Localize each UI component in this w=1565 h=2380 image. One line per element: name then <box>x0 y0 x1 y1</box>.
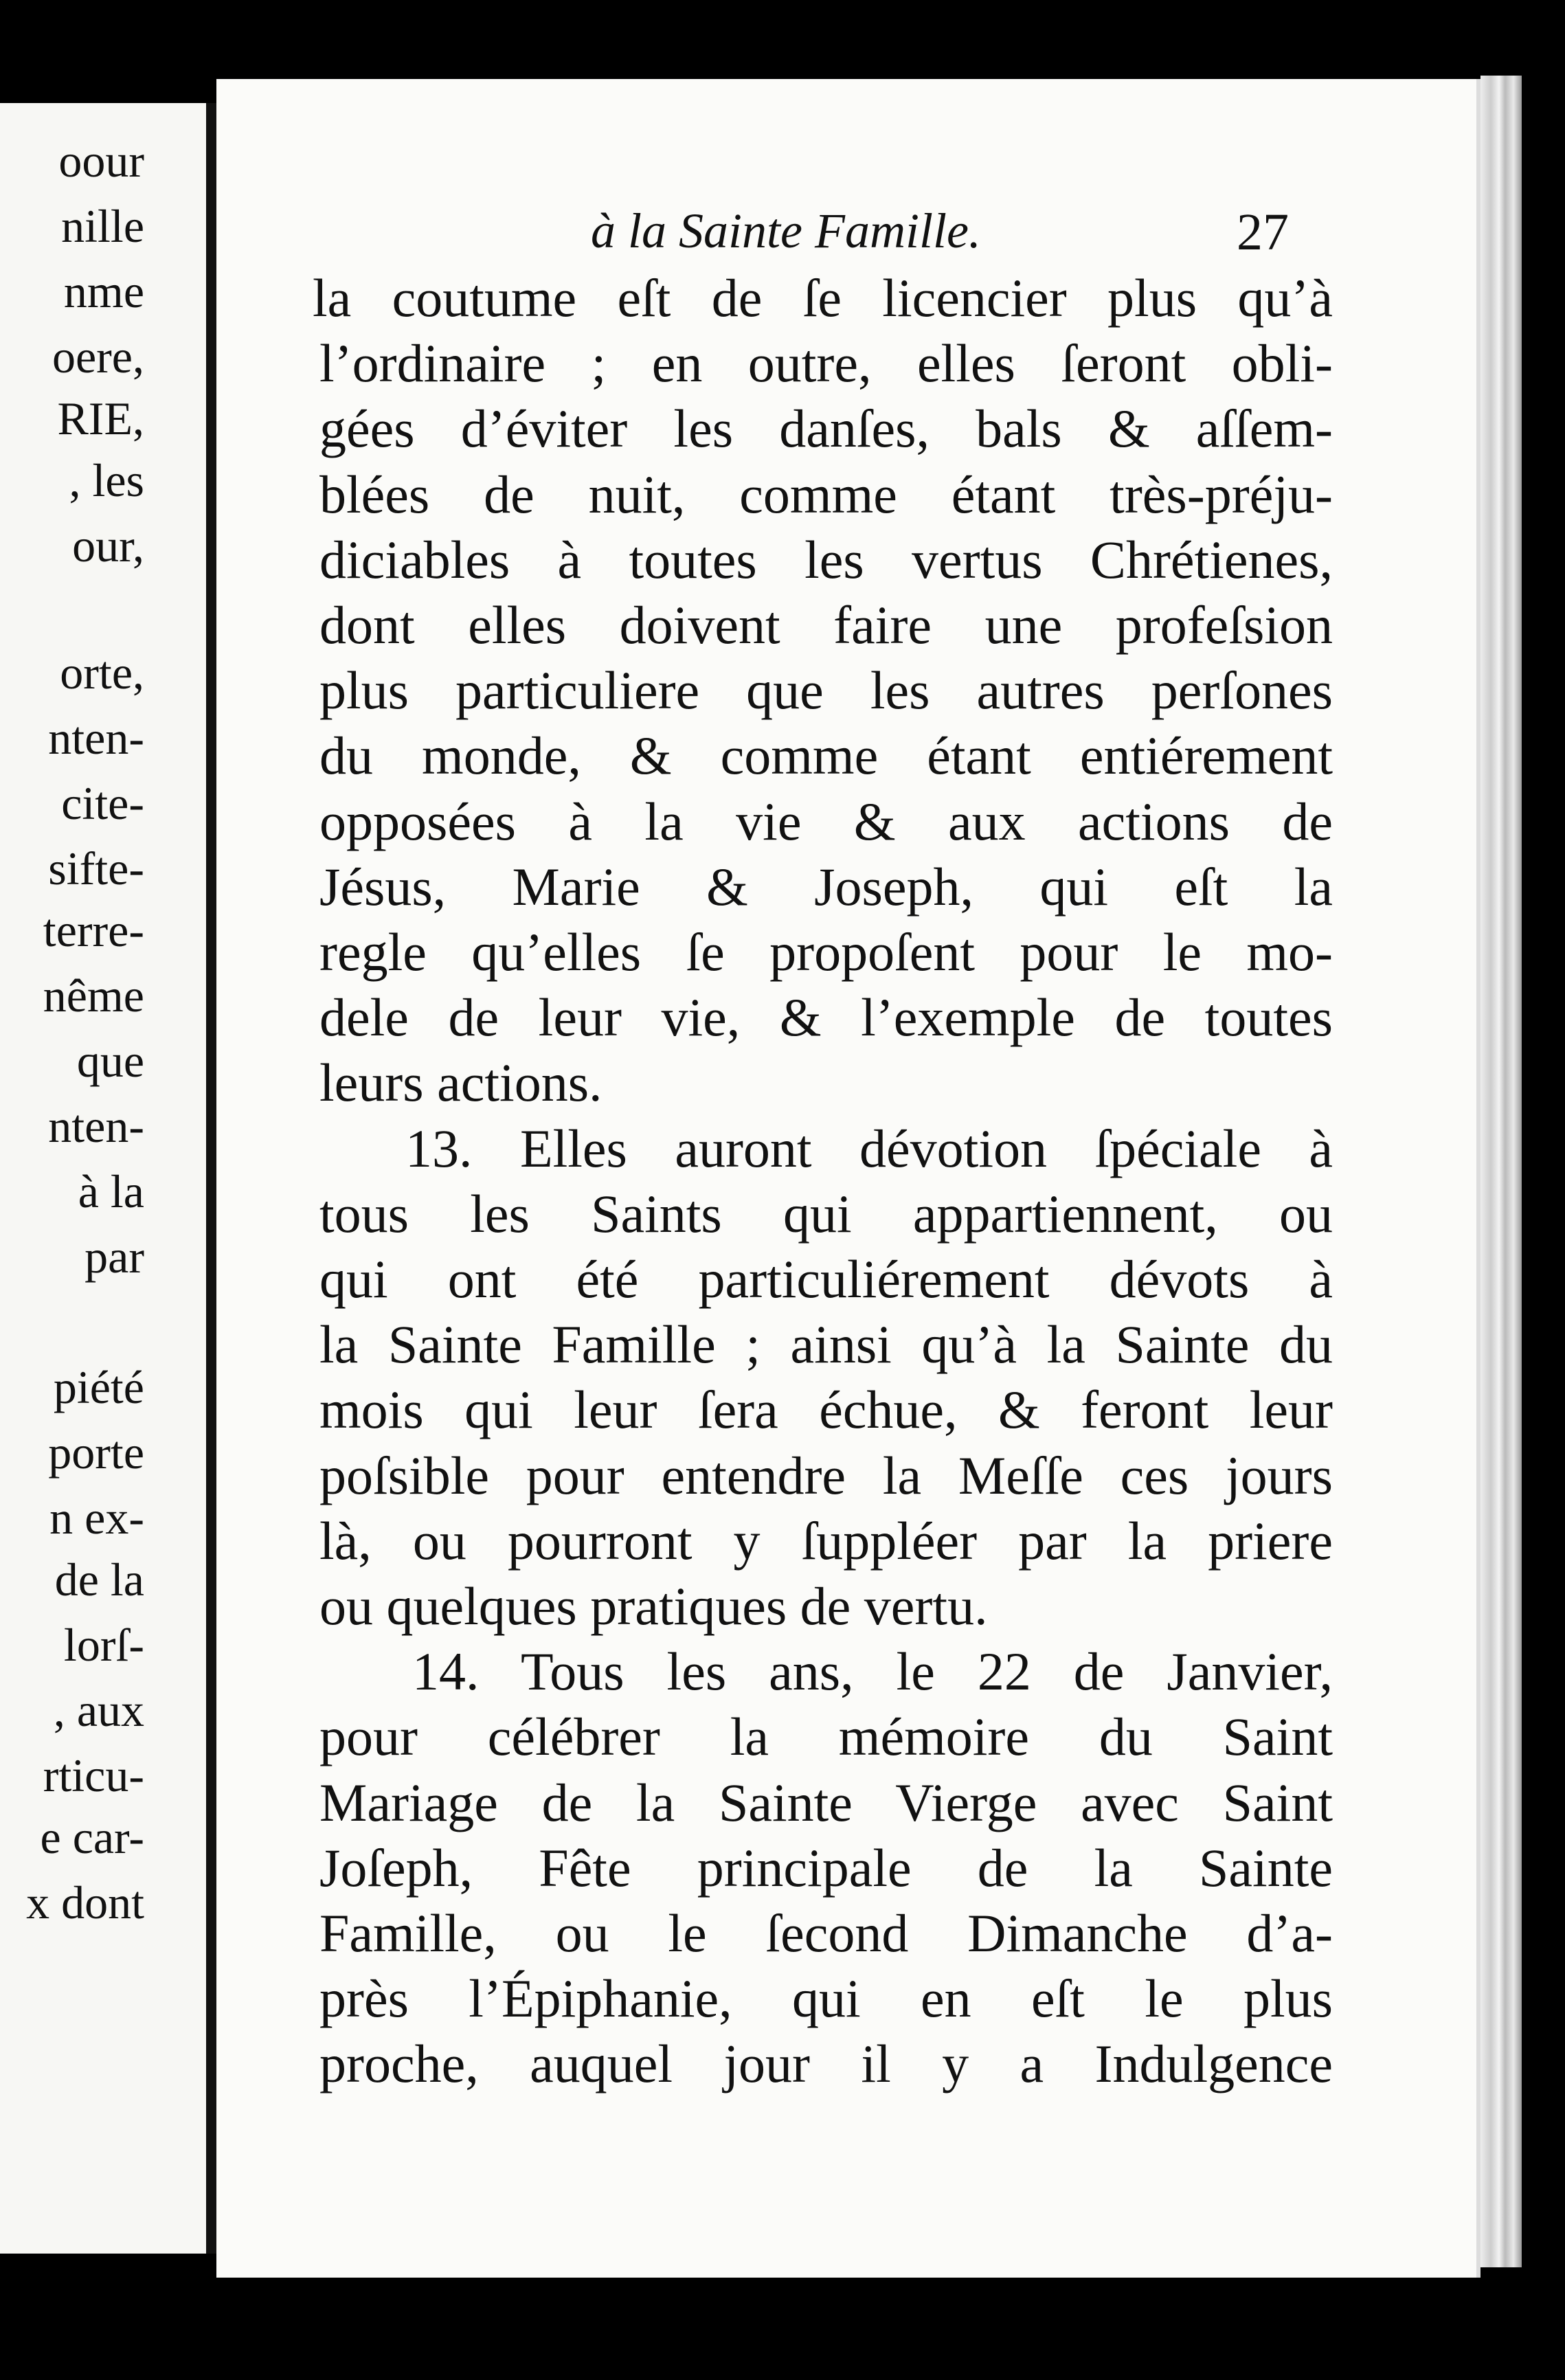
body-line: dele de leur vie, & l’exemple de toutes <box>319 987 1333 1048</box>
body-line: Joſeph, Fête principale de la Sainte <box>319 1837 1333 1898</box>
facing-page-fragment <box>0 103 218 2254</box>
left-page-fragment: nten- <box>48 1100 144 1152</box>
left-page-fragment: cite- <box>61 777 144 829</box>
body-line: ou quelques pratiques de vertu. <box>319 1576 988 1636</box>
left-page-fragment: porte <box>48 1426 144 1479</box>
left-page-fragment: oour <box>58 135 144 187</box>
body-line: près l’Épiphanie, qui en eſt le plus <box>319 1968 1333 2029</box>
body-line: qui ont été particuliérement dévots à <box>319 1249 1333 1309</box>
left-page-fragment: terre- <box>43 904 144 956</box>
body-line: mois qui leur ſera échue, & feront leur <box>319 1380 1333 1440</box>
page-edge <box>1480 76 1522 2267</box>
left-page-fragment: n ex- <box>49 1492 144 1544</box>
body-line: la coutume eſt de ſe licencier plus qu’à <box>313 268 1333 328</box>
left-page-fragment: rticu- <box>43 1749 144 1801</box>
body-line: poſsible pour entendre la Meſſe ces jours <box>319 1445 1333 1505</box>
body-line: dont elles doivent faire une profeſsion <box>319 595 1333 655</box>
left-page-fragment: que <box>76 1035 144 1087</box>
body-line: du monde, & comme étant entiérement <box>319 726 1333 786</box>
left-page-fragment: nme <box>63 265 144 317</box>
left-page-fragment: RIE, <box>57 392 144 445</box>
body-line: proche, auquel jour il y a Indulgence <box>319 2034 1333 2094</box>
body-line: l’ordinaire ; en outre, elles ſeront obli- <box>319 333 1333 394</box>
body-line: leurs actions. <box>319 1053 603 1113</box>
body-line: 13. Elles auront dévotion ſpéciale à <box>405 1118 1333 1178</box>
body-line: opposées à la vie & aux actions de <box>319 791 1333 851</box>
left-page-fragment: oere, <box>52 330 144 383</box>
left-page-fragment: nten- <box>48 712 144 764</box>
body-line: Jésus, Marie & Joseph, qui eſt la <box>319 856 1333 917</box>
left-page-fragment: sifte- <box>48 842 144 895</box>
running-head: à la Sainte Famille. <box>591 203 981 258</box>
left-page-fragment: e car- <box>40 1811 144 1863</box>
left-page-fragment: à la <box>78 1165 144 1217</box>
left-page-fragment: de la <box>54 1553 144 1606</box>
left-page-fragment: nille <box>61 200 144 252</box>
left-page-fragment: piété <box>53 1361 144 1413</box>
left-page-fragment: par <box>85 1231 144 1283</box>
body-line: plus particuliere que les autres perſones <box>319 660 1333 721</box>
left-page-fragment: , aux <box>53 1684 144 1736</box>
page-number: 27 <box>1237 203 1289 261</box>
left-page-fragment: lorſ- <box>63 1619 144 1671</box>
body-line: là, ou pourront y ſuppléer par la priere <box>319 1510 1333 1571</box>
body-line: 14. Tous les ans, le 22 de Janvier, <box>412 1641 1333 1702</box>
body-line: Famille, ou le ſecond Dimanche d’a- <box>319 1903 1333 1963</box>
body-line: regle qu’elles ſe propoſent pour le mo- <box>319 922 1333 982</box>
body-line: Mariage de la Sainte Vierge avec Saint <box>319 1772 1333 1832</box>
body-line: diciables à toutes les vertus Chrétienes, <box>319 529 1333 590</box>
body-line: gées d’éviter les danſes, bals & aſſem- <box>319 398 1333 459</box>
left-page-fragment: nême <box>43 969 144 1022</box>
body-line: blées de nuit, comme étant très-préju- <box>319 464 1333 524</box>
body-line: la Sainte Famille ; ainsi qu’à la Sainte du <box>319 1314 1333 1375</box>
body-line: pour célébrer la mémoire du Saint <box>319 1707 1333 1767</box>
left-page-fragment: x dont <box>26 1876 144 1929</box>
left-page-fragment: , les <box>69 454 144 506</box>
body-line: tous les Saints qui appartiennent, ou <box>319 1183 1333 1244</box>
left-page-fragment: our, <box>72 519 144 572</box>
left-page-fragment: orte, <box>60 647 144 699</box>
